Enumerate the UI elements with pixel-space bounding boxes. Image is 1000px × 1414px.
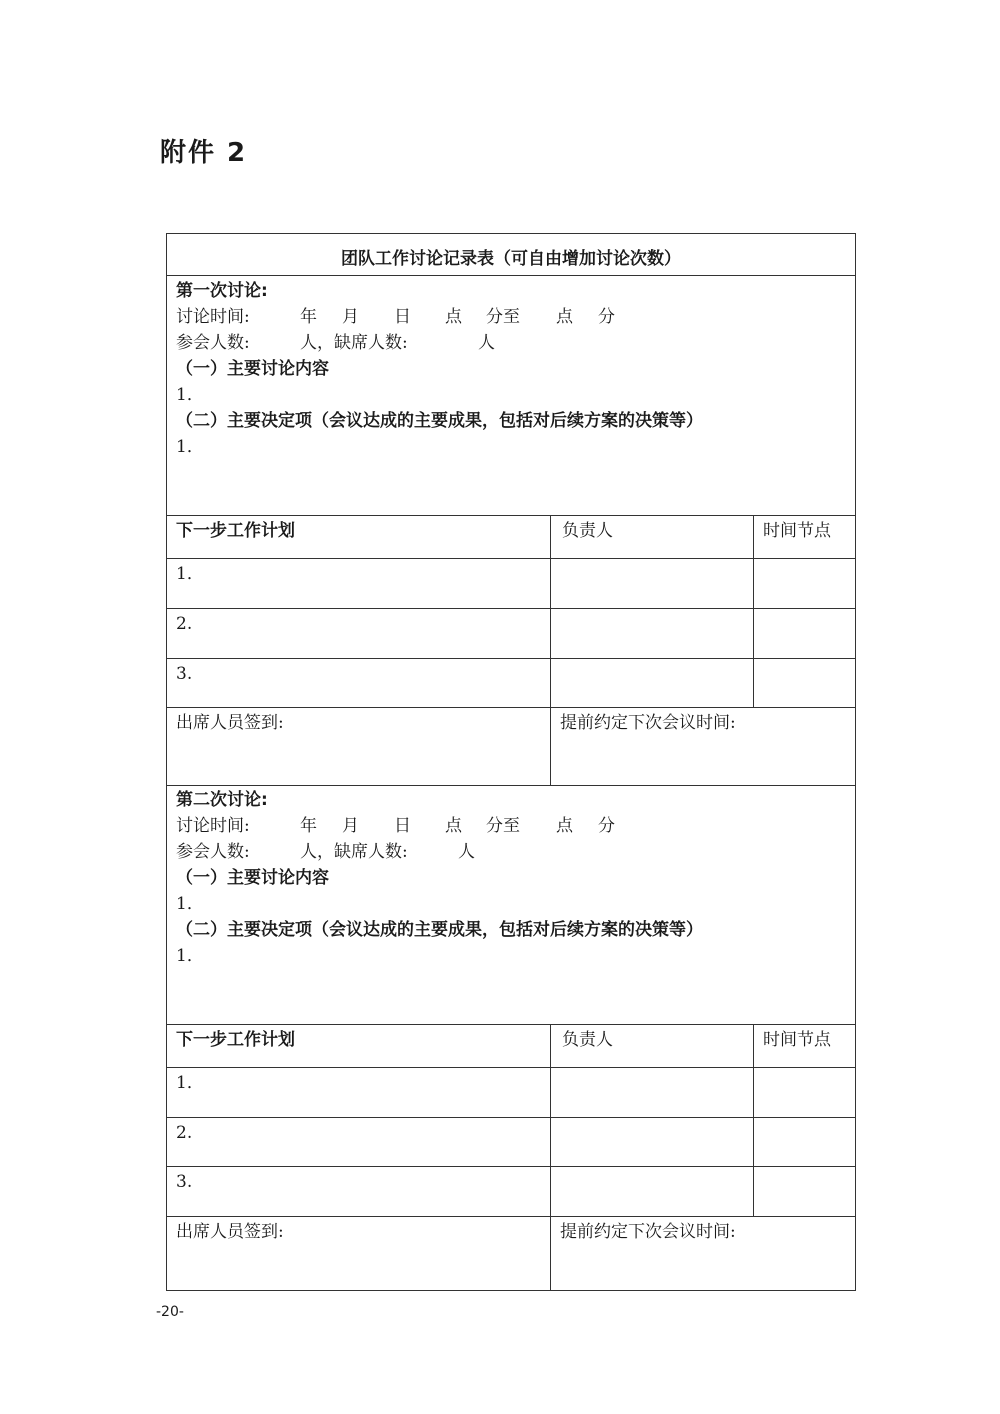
attachment-label: 附件 2 <box>160 138 248 168</box>
time-unit-minute-to: 分至 <box>486 307 520 327</box>
time-unit-hour-end: 点 <box>556 816 573 836</box>
section-main-content-item: 1． <box>176 894 204 914</box>
section-decisions-item: 1． <box>176 437 204 457</box>
attendance-absent-label: 人，缺席人数: <box>300 842 408 862</box>
divider <box>166 707 856 708</box>
time-unit-minute-to: 分至 <box>486 816 520 836</box>
attendance-unit: 人 <box>478 333 495 353</box>
session-heading: 第二次讨论: <box>176 790 268 810</box>
page-number: -20- <box>156 1304 184 1320</box>
divider <box>753 515 754 707</box>
next-meeting-label: 提前约定下次会议时间: <box>560 1222 736 1242</box>
attendance-label: 参会人数: <box>176 333 250 353</box>
session-heading: 第一次讨论: <box>176 281 268 301</box>
divider <box>550 515 551 785</box>
plan-header-owner: 负责人 <box>562 521 613 541</box>
attendee-signin-label: 出席人员签到: <box>176 713 284 733</box>
time-label: 讨论时间: <box>176 816 250 836</box>
time-unit-minute-end: 分 <box>598 307 615 327</box>
divider <box>166 785 856 786</box>
time-unit-year: 年 <box>300 816 317 836</box>
attendee-signin-label: 出席人员签到: <box>176 1222 284 1242</box>
next-meeting-label: 提前约定下次会议时间: <box>560 713 736 733</box>
divider <box>166 275 856 276</box>
plan-header-deadline: 时间节点 <box>763 521 831 541</box>
plan-row: 3. <box>176 664 193 684</box>
table-title: 团队工作讨论记录表（可自由增加讨论次数） <box>341 249 681 269</box>
attendance-unit: 人 <box>458 842 475 862</box>
time-unit-hour-end: 点 <box>556 307 573 327</box>
section-main-content-item: 1． <box>176 385 204 405</box>
section-decisions-title: （二）主要决定项（会议达成的主要成果，包括对后续方案的决策等） <box>176 411 703 431</box>
time-unit-hour: 点 <box>445 816 462 836</box>
time-unit-year: 年 <box>300 307 317 327</box>
time-unit-month: 月 <box>342 816 359 836</box>
divider <box>550 1024 551 1291</box>
plan-header-work-plan: 下一步工作计划 <box>176 521 295 541</box>
plan-row: 2. <box>176 1123 193 1143</box>
plan-header-deadline: 时间节点 <box>763 1030 831 1050</box>
time-unit-hour: 点 <box>445 307 462 327</box>
section-decisions-item: 1． <box>176 946 204 966</box>
plan-row: 2. <box>176 614 193 634</box>
plan-row: 1． <box>176 1073 204 1093</box>
plan-header-owner: 负责人 <box>562 1030 613 1050</box>
section-decisions-title: （二）主要决定项（会议达成的主要成果，包括对后续方案的决策等） <box>176 920 703 940</box>
divider <box>753 1024 754 1216</box>
time-unit-day: 日 <box>394 307 411 327</box>
time-unit-minute-end: 分 <box>598 816 615 836</box>
divider <box>166 1216 856 1217</box>
plan-row: 3. <box>176 1172 193 1192</box>
attendance-absent-label: 人，缺席人数: <box>300 333 408 353</box>
time-unit-month: 月 <box>342 307 359 327</box>
plan-header-work-plan: 下一步工作计划 <box>176 1030 295 1050</box>
section-main-content-title: （一）主要讨论内容 <box>176 868 329 888</box>
attendance-label: 参会人数: <box>176 842 250 862</box>
plan-row: 1． <box>176 564 204 584</box>
time-unit-day: 日 <box>394 816 411 836</box>
time-label: 讨论时间: <box>176 307 250 327</box>
section-main-content-title: （一）主要讨论内容 <box>176 359 329 379</box>
